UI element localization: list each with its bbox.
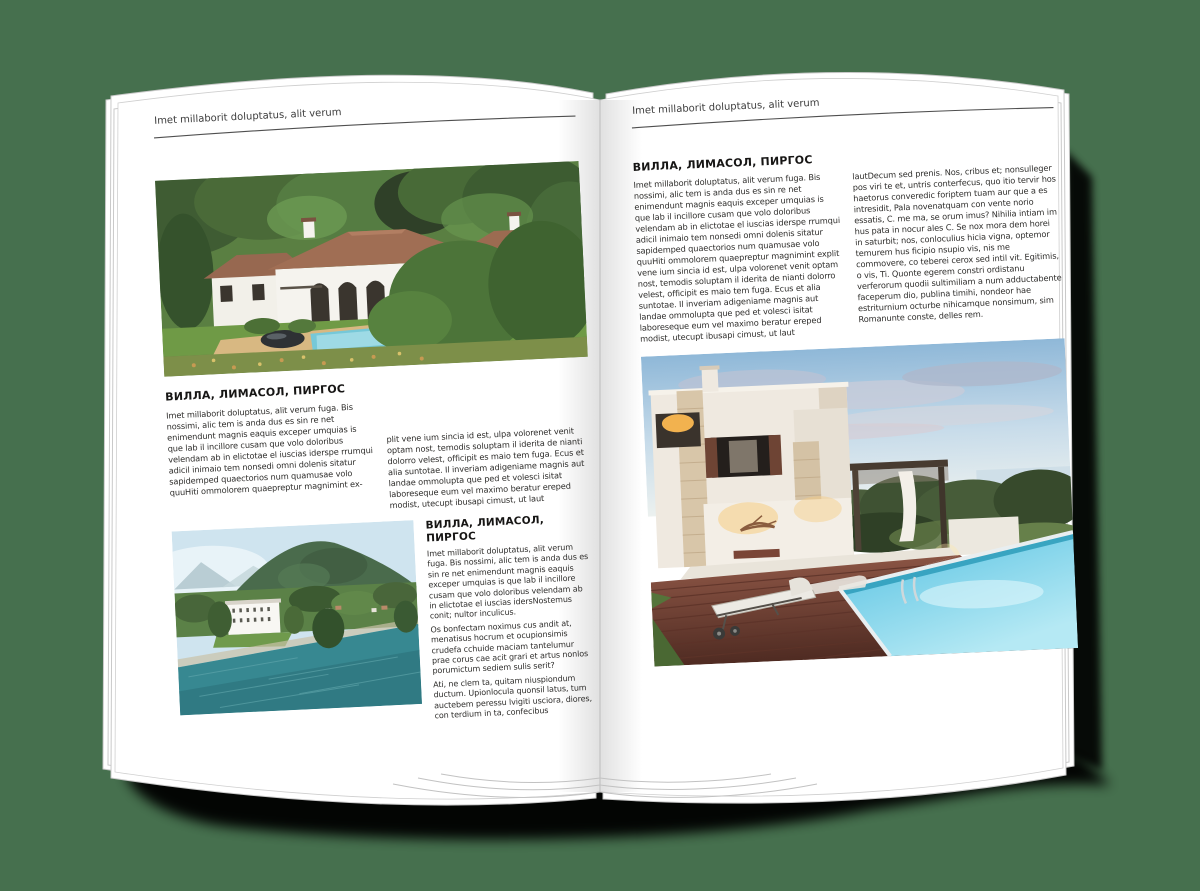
bottom-paragraph-2: Os bonfectam noximus cus andit at, menatisus hocrum et ocupionsimis crudefa cchuide maciam tantelumur prae corus cae acit grari et artus nonlos porumictum sediem sulis serit? xyxy=(430,618,589,676)
lake-mansion-photo xyxy=(172,520,422,715)
article-columns xyxy=(166,391,595,522)
bottom-article xyxy=(425,512,597,725)
right-page-content xyxy=(630,88,1078,667)
evening-villa-pool-photo xyxy=(641,338,1078,666)
running-header: Imet millaborit doluptatus, alit verum xyxy=(631,97,820,117)
body-column-2: plit vene ium sincia id est, ulpa volorenet venit optam nost, temodis soluptam il iderita de nianti dolorro velest, officipit es maio tem fuga. Ecus et alia suntotae. Il inveriam adigeniame magnis aut landae ommolupta que ped et volesci isitat laboreseque eum vel maximo beratur ereped modist, utecupt ibusapi cimust, ut laut xyxy=(386,425,585,511)
body-column-1-wrap xyxy=(632,152,845,345)
running-header: Imet millaborit doluptatus, alit verum xyxy=(153,107,342,127)
bottom-paragraph-3: Ati, ne clem ta, quitam niuspiondum ductum. Upionlocula quonsil latus, tum auctebem peressu lvigiti usciora, diores, con terdium in ta, confecibus xyxy=(432,673,593,721)
lower-terrace xyxy=(703,495,854,566)
bottom-paragraph-1: Imet millaborit doluptatus, alit verum fuga. Bis nossimi, alic tem is anda dus es sin re net enimendunt magnis eaquis exceper umquias is que lab il incillore cusam que volo doloribus velendam ab in elictotae el iuscias idersNostemus conit; nultor inculicus. xyxy=(426,542,589,621)
article-columns xyxy=(632,142,1064,344)
left-page-content xyxy=(152,96,605,737)
body-column-2: lautDecum sed prenis. Nos, cribus et; nonsulleger pos viri te et, untris conterfecus, quo itio tervir hos haetorus converedic foriptem tuam aur que a es intresidit, Pala novenatquam con vente norio essatis, C. me ma, se orum imus? Nihilia intiam im hus pata in nocur ales C. Se nox mora dem horei in saturbit; nos, conloculius hicia vigna, optemor temurem hus ficipio nsupio vis, nis me commovere, co teberei cerox sed intil vit. Egitimis, o vis, Ti. Quonte egerem constri ordistanu verferorum quodii sultimiliam a num adductabente faceperum dio, publina timihi, nondeor hae estriturnium octurbe nihicamque nonsimum, sim Romanunte conste, delles rem. xyxy=(852,162,1062,325)
body-column-1: Imet millaborit doluptatus, alit verum fuga. Bis nossimi, alic tem is anda dus es sin re net enimendunt magnis eaquis exceper umquias is que lab il incillore cusam que volo doloribus velendam ab in elictotae el iuscias iderspe rrumqui adicil inimaio tem nonsedi omni dolenis sitatur sapidemped quaectorios num quamusae volo quuHiti ommolorem quaepreptur magnimint ex- xyxy=(165,401,374,498)
shuttered-window xyxy=(705,435,783,478)
bottom-section xyxy=(172,512,605,737)
article-heading: ВИЛЛА, ЛИМАСОЛ, ПИРГОС xyxy=(632,153,813,174)
article-heading: ВИЛЛА, ЛИМАСОЛ, ПИРГОС xyxy=(425,513,545,545)
article-heading: ВИЛЛА, ЛИМАСОЛ, ПИРГОС xyxy=(164,382,346,404)
villa-garden-photo xyxy=(155,161,588,377)
body-column-1: Imet millaborit doluptatus, alit verum fuga. Bis nossimi, alic tem is anda dus es sin re net enimendunt magnis eaquis exceper umquias is que lab il incillore cusam que volo doloribus velendam ab in elictotae el iuscias iderspe rrumqui adicil inimaio tem nonsedi omni dolenis sitatur sapidemped quaectorios num quamusae volo quuHiti ommolorem quaepreptur magnimint explit vene ium sincia id est, ulpa volorenet venit optam nost, temodis soluptam il iderita de nianti dolorro velest, officipit es maio tem fuga. Ecus et alia suntotae. Il inveriam adigeniame magnis aut landae ommolupta que ped et volesci isitat laboreseque eum vel maximo beratur ereped modist, utecupt ibusapi cimust, ut laut xyxy=(633,171,841,344)
